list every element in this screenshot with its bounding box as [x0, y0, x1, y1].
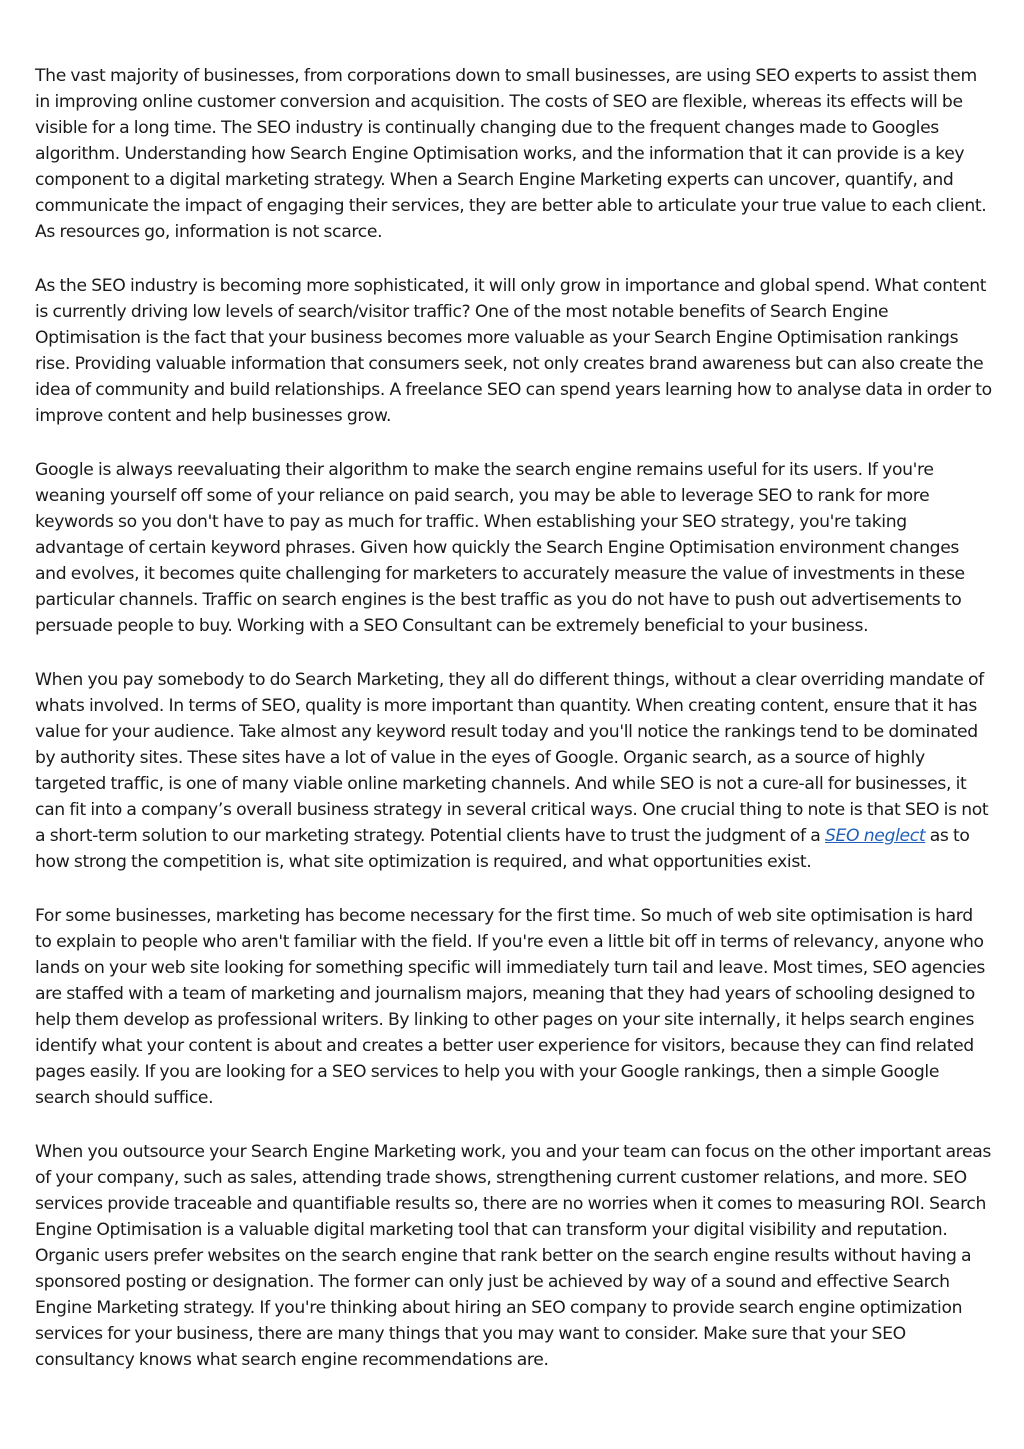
paragraph-1: The vast majority of businesses, from corporations down to small businesses, are using SEO experts to assist them in improving online customer conversion and acquisition. The costs of SEO are flexible, whereas its effects will be visible for a long time. The SEO industry is continually changing due to the frequent changes made to Googles algorithm. Understanding how Search Engine Optimisation works, and the information that it can provide is a key component to a digital marketing strategy. When a Search Engine Marketing experts can uncover, quantify, and communicate the impact of engaging their services, they are better able to articulate your true value to each client. As resources go, information is not scarce. [35, 66, 987, 242]
paragraph-3: Google is always reevaluating their algorithm to make the search engine remains useful for its users. If you're weaning yourself off some of your reliance on paid search, you may be able to leverage SEO to rank for more keywords so you don't have to pay as much for traffic. When establishing your SEO strategy, you're taking advantage of certain keyword phrases. Given how quickly the Search Engine Optimisation environment changes and evolves, it becomes quite challenging for marketers to accurately measure the value of investments in these particular channels. Traffic on search engines is the best traffic as you do not have to push out advertisements to persuade people to buy. Working with a SEO Consultant can be extremely beneficial to your business. [35, 460, 965, 636]
seo-neglect-link[interactable]: SEO neglect [824, 826, 926, 846]
paragraph-4-text-before: When you pay somebody to do Search Marketing, they all do different things, without a clear overriding mandate of whats involved. In terms of SEO, quality is more important than quantity. When creating content, ensure that it has value for your audience. Take almost any keyword result today and you'll notice the rankings tend to be dominated by authority sites. These sites have a lot of value in the eyes of Google. Organic search, as a source of highly targeted traffic, is one of many viable online marketing channels. And while SEO is not a cure-all for businesses, it can fit into a company’s overall business strategy in several critical ways. One crucial thing to note is that SEO is not a short-term solution to our marketing strategy. Potential clients have to trust the judgment of a [35, 670, 989, 846]
paragraph-2: As the SEO industry is becoming more sophisticated, it will only grow in importance and global spend. What content is currently driving low levels of search/visitor traffic? One of the most notable benefits of Search Engine Optimisation is the fact that your business becomes more valuable as your Search Engine Optimisation rankings rise. Providing valuable information that consumers seek, not only creates brand awareness but can also create the idea of community and build relationships. A freelance SEO can spend years learning how to analyse data in order to improve content and help businesses grow. [35, 276, 992, 426]
document-body [35, 63, 993, 1373]
paragraph-5: For some businesses, marketing has become necessary for the first time. So much of web site optimisation is hard to explain to people who aren't familiar with the field. If you're even a little bit off in terms of relevancy, anyone who lands on your web site looking for something specific will immediately turn tail and leave. Most times, SEO agencies are staffed with a team of marketing and journalism majors, meaning that they had years of schooling designed to help them develop as professional writers. By linking to other pages on your site internally, it helps search engines identify what your content is about and creates a better user experience for visitors, because they can find related pages easily. If you are looking for a SEO services to help you with your Google rankings, then a simple Google search should suffice. [35, 906, 986, 1108]
paragraph-4 [35, 667, 993, 875]
paragraph-6: When you outsource your Search Engine Marketing work, you and your team can focus on the other important areas of your company, such as sales, attending trade shows, strengthening current customer relations, and more. SEO services provide traceable and quantifiable results so, there are no worries when it comes to measuring ROI. Search Engine Optimisation is a valuable digital marketing tool that can transform your digital visibility and reputation. Organic users prefer websites on the search engine that rank better on the search engine results without having a sponsored posting or designation. The former can only just be achieved by way of a sound and effective Search Engine Marketing strategy. If you're thinking about hiring an SEO company to provide search engine optimization services for your business, there are many things that you may want to consider. Make sure that your SEO consultancy knows what search engine recommendations are. [35, 1142, 992, 1370]
paragraph-4-text-after: as to how strong the competition is, what site optimization is required, and what opportunities exist. [35, 826, 970, 872]
